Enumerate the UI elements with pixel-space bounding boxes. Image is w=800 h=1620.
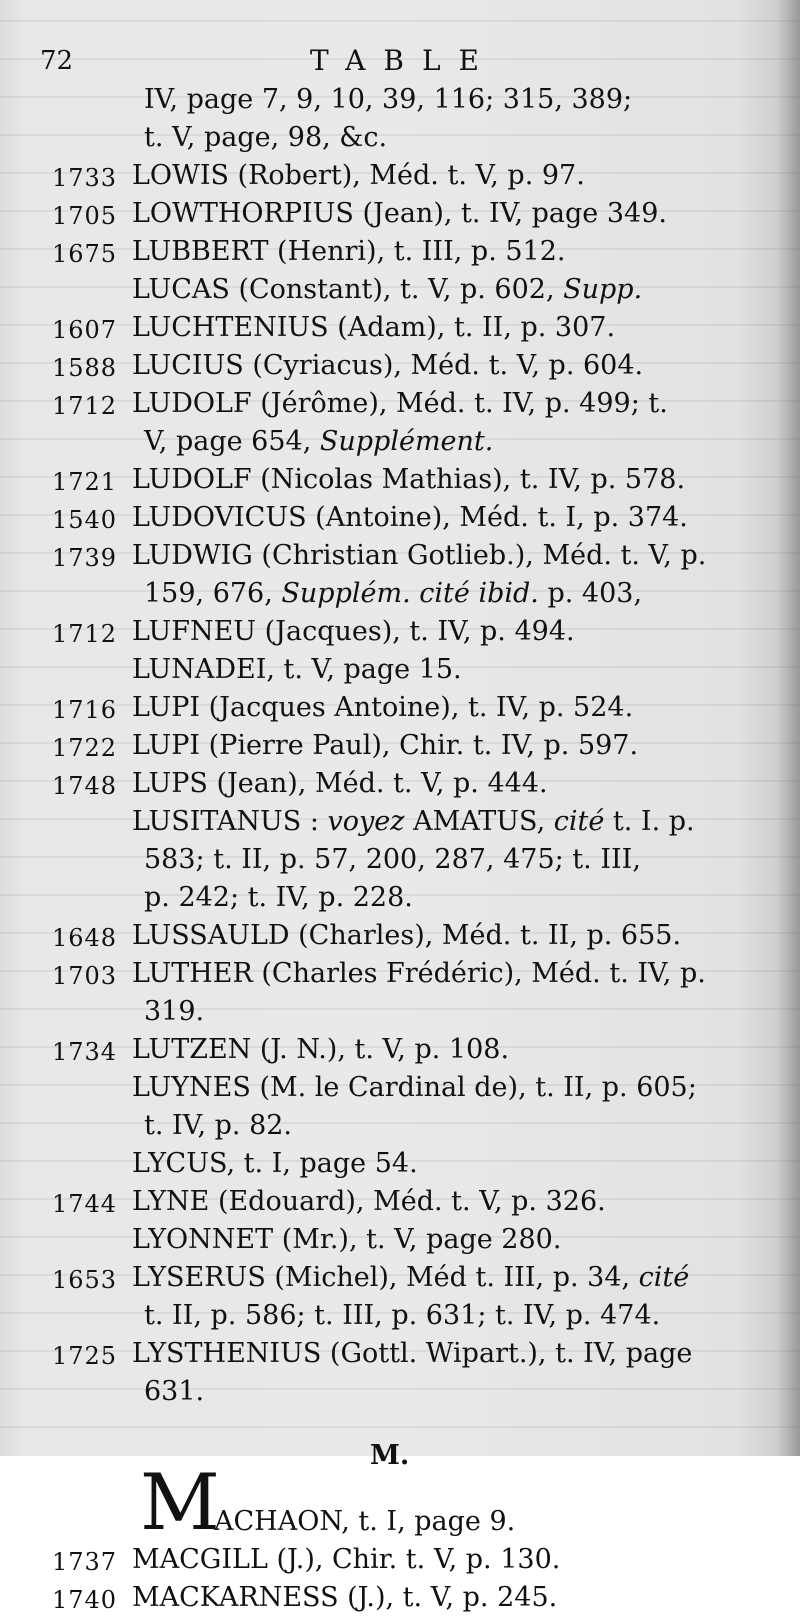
index-entry — [0, 274, 800, 312]
page-number: 72 — [40, 46, 74, 76]
section-heading — [0, 1414, 800, 1474]
index-entry — [0, 1300, 800, 1338]
section-letter: M. — [370, 1440, 410, 1471]
entry-text: LYCUS, t. I, page 54. — [132, 1148, 418, 1179]
index-entry — [0, 882, 800, 920]
index-entry — [0, 996, 800, 1034]
index-entry — [0, 84, 800, 122]
index-entry — [0, 654, 800, 692]
entry-year: 1716 — [52, 696, 118, 724]
index-entry — [0, 958, 800, 996]
entry-text: LUSSAULD (Charles), Méd. t. II, p. 655. — [132, 920, 682, 951]
entry-text: 583; t. II, p. 57, 200, 287, 475; t. III, — [144, 844, 641, 875]
entry-text: LUTHER (Charles Frédéric), Méd. t. IV, p. — [132, 958, 706, 989]
entry-year: 1737 — [52, 1548, 118, 1576]
index-entry — [0, 692, 800, 730]
entry-text: LUDOVICUS (Antoine), Méd. t. I, p. 374. — [132, 502, 688, 533]
entry-year: 1675 — [52, 240, 118, 268]
entry-year: 1748 — [52, 772, 118, 800]
index-entry — [0, 1224, 800, 1262]
entry-year: 1653 — [52, 1266, 118, 1294]
entry-year: 1721 — [52, 468, 118, 496]
entry-text: V, page 654, Supplément. — [144, 426, 494, 457]
drop-cap: M — [140, 1458, 220, 1548]
entry-year: 1540 — [52, 506, 118, 534]
index-entries — [0, 84, 800, 1620]
entry-year: 1648 — [52, 924, 118, 952]
index-entry — [0, 1034, 800, 1072]
index-entry — [0, 1544, 800, 1582]
index-entry — [0, 350, 800, 388]
entry-text: MACKARNESS (J.), t. V, p. 245. — [132, 1582, 558, 1613]
entry-year: 1739 — [52, 544, 118, 572]
entry-text: LUTZEN (J. N.), t. V, p. 108. — [132, 1034, 510, 1065]
entry-text: LUCIUS (Cyriacus), Méd. t. V, p. 604. — [132, 350, 644, 381]
entry-text: LUCAS (Constant), t. V, p. 602, Supp. — [132, 274, 643, 305]
entry-text: LYSTHENIUS (Gottl. Wipart.), t. IV, page — [132, 1338, 693, 1369]
index-entry — [0, 122, 800, 160]
entry-text: 631. — [144, 1376, 205, 1407]
entry-text: LUDWIG (Christian Gotlieb.), Méd. t. V, p. — [132, 540, 707, 571]
page-header — [40, 40, 780, 84]
index-entry — [0, 1148, 800, 1186]
entry-text: LUDOLF (Nicolas Mathias), t. IV, p. 578. — [132, 464, 686, 495]
entry-year: 1744 — [52, 1190, 118, 1218]
entry-text: LUCHTENIUS (Adam), t. II, p. 307. — [132, 312, 616, 343]
entry-text: LUPI (Jacques Antoine), t. IV, p. 524. — [132, 692, 634, 723]
index-entry — [0, 198, 800, 236]
index-entry — [0, 236, 800, 274]
entry-year: 1740 — [52, 1586, 118, 1614]
entry-text: IV, page 7, 9, 10, 39, 116; 315, 389; — [144, 84, 633, 115]
index-entry — [0, 1376, 800, 1414]
index-entry — [0, 1072, 800, 1110]
running-title: TABLE — [310, 44, 497, 77]
entry-text: LUYNES (M. le Cardinal de), t. II, p. 605; — [132, 1072, 697, 1103]
entry-text: LUPS (Jean), Méd. t. V, p. 444. — [132, 768, 548, 799]
entry-year: 1588 — [52, 354, 118, 382]
index-entry — [0, 1186, 800, 1224]
index-entry — [0, 502, 800, 540]
index-entry — [0, 1338, 800, 1376]
entry-text: LYNE (Edouard), Méd. t. V, p. 326. — [132, 1186, 606, 1217]
entry-year: 1705 — [52, 202, 118, 230]
entry-year: 1725 — [52, 1342, 118, 1370]
index-entry — [0, 1110, 800, 1148]
entry-text: LOWIS (Robert), Méd. t. V, p. 97. — [132, 160, 585, 191]
entry-year: 1734 — [52, 1038, 118, 1066]
index-entry — [0, 578, 800, 616]
index-entry — [0, 844, 800, 882]
index-entry — [0, 540, 800, 578]
entry-text: LYSERUS (Michel), Méd t. III, p. 34, cité — [132, 1262, 690, 1293]
index-entry — [0, 920, 800, 958]
entry-year: 1607 — [52, 316, 118, 344]
entry-text: LUNADEI, t. V, page 15. — [132, 654, 462, 685]
entry-text: t. V, page, 98, &c. — [144, 122, 388, 153]
entry-text: 319. — [144, 996, 205, 1027]
entry-text: LUDOLF (Jérôme), Méd. t. IV, p. 499; t. — [132, 388, 668, 419]
index-entry-dropcap — [0, 1458, 800, 1548]
entry-year: 1703 — [52, 962, 118, 990]
index-entry — [0, 1582, 800, 1620]
entry-text: LUPI (Pierre Paul), Chir. t. IV, p. 597. — [132, 730, 639, 761]
entry-year: 1733 — [52, 164, 118, 192]
entry-text: t. II, p. 586; t. III, p. 631; t. IV, p. 474. — [144, 1300, 661, 1331]
index-entry — [0, 388, 800, 426]
index-entry — [0, 806, 800, 844]
index-entry — [0, 1262, 800, 1300]
entry-text: LUFNEU (Jacques), t. IV, p. 494. — [132, 616, 575, 647]
index-entry — [0, 616, 800, 654]
index-entry — [0, 768, 800, 806]
entry-text: p. 242; t. IV, p. 228. — [144, 882, 413, 913]
entry-text: ACHAON, t. I, page 9. — [214, 1506, 516, 1537]
entry-year: 1712 — [52, 392, 118, 420]
entry-text: LUBBERT (Henri), t. III, p. 512. — [132, 236, 566, 267]
index-entry — [0, 312, 800, 350]
index-entry — [0, 464, 800, 502]
index-entry — [0, 426, 800, 464]
index-entry — [0, 730, 800, 768]
entry-text: LUSITANUS : voyez AMATUS, cité t. I. p. — [132, 806, 695, 837]
entry-text: LOWTHORPIUS (Jean), t. IV, page 349. — [132, 198, 667, 229]
entry-text: t. IV, p. 82. — [144, 1110, 293, 1141]
entry-year: 1722 — [52, 734, 118, 762]
entry-year: 1712 — [52, 620, 118, 648]
entry-text: LYONNET (Mr.), t. V, page 280. — [132, 1224, 562, 1255]
entry-text: 159, 676, Supplém. cité ibid. p. 403, — [144, 578, 643, 609]
entry-text: MACGILL (J.), Chir. t. V, p. 130. — [132, 1544, 561, 1575]
index-entry — [0, 160, 800, 198]
